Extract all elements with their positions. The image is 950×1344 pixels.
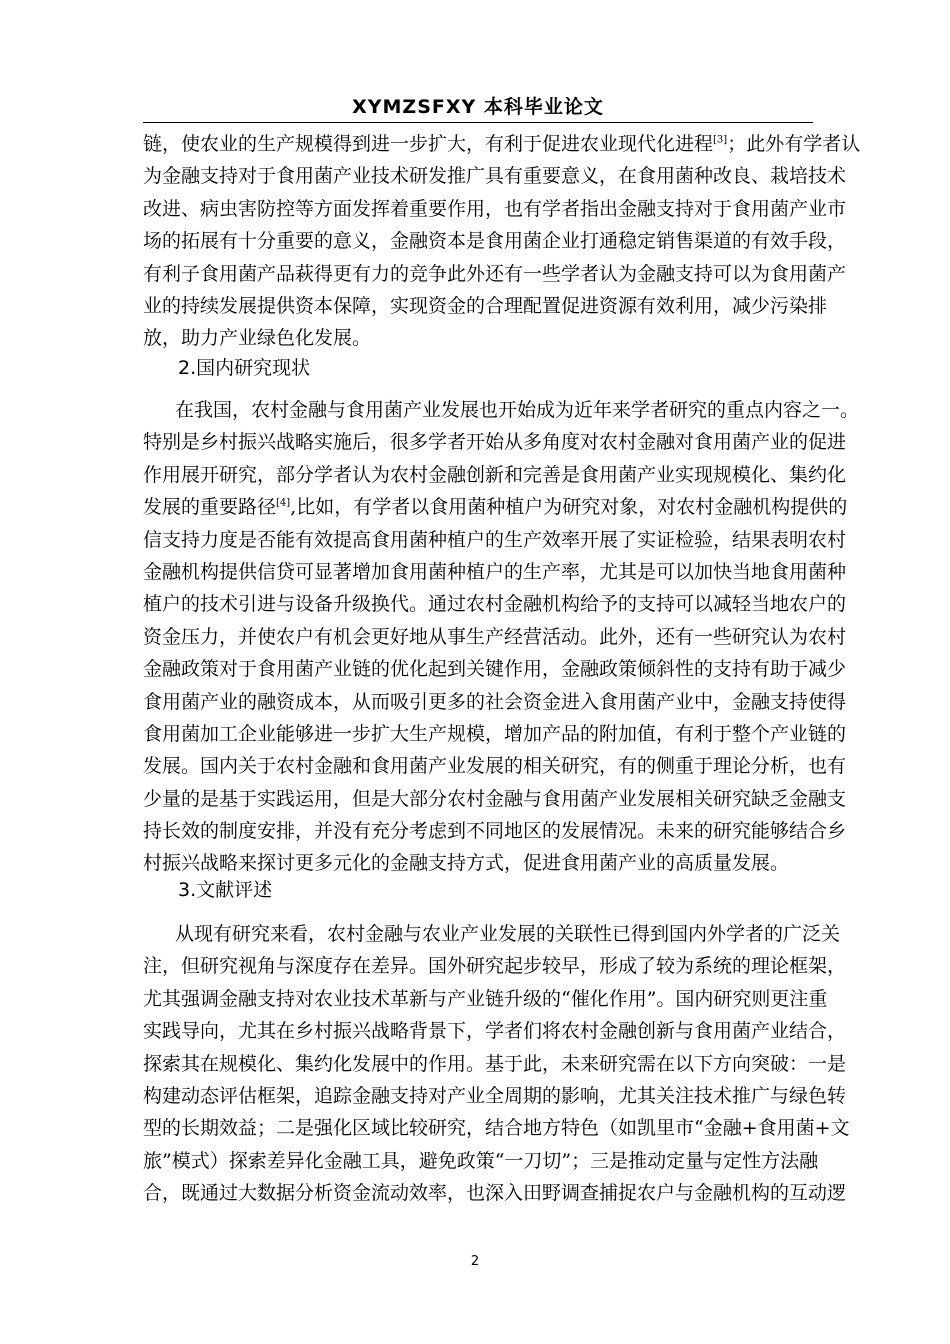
text-line: 场的拓展有十分重要的意义，金融资本是食用菌企业打通稳定销售渠道的有效手段，	[143, 230, 847, 253]
text-line: 构建动态评估框架，追踪金融支持对产业全周期的影响，尤其关注技术推广与绿色转	[143, 1084, 847, 1107]
text-line: 食用菌产业的融资成本，从而吸引更多的社会资金进入食用菌产业中，金融支持使得	[143, 690, 847, 713]
text-line: 业的持续发展提供资本保障，实现资金的合理配置促进资源有效利用，减少污染排	[143, 294, 828, 317]
text-line: 植户的技术引进与设备升级换代。通过农村金融机构给予的支持可以减轻当地农户的	[143, 593, 847, 616]
text-line: 发展的重要路径[4],比如，有学者以食用菌种植户为研究对象，对农村金融机构提供的	[143, 496, 848, 519]
header-divider	[143, 122, 813, 123]
text-line: 少量的是基于实践运用，但是大部分农村金融与食用菌产业发展相关研究缺乏金融支	[143, 787, 847, 810]
text-line: 资金压力，并使农户有机会更好地从事生产经营活动。此外，还有一些研究认为农村	[143, 625, 847, 648]
text-line: 发展。国内关于农村金融和食用菌产业发展的相关研究，有的侧重于理论分析，也有	[143, 755, 847, 778]
text-line: 作用展开研究，部分学者认为农村金融创新和完善是食用菌产业实现规模化、集约化	[143, 463, 847, 486]
text-line: 实践导向，尤其在乡村振兴战略背景下，学者们将农村金融创新与食用菌产业结合，	[143, 1020, 847, 1043]
text-line: 改进、病虫害防控等方面发挥着重要作用，也有学者指出金融支持对于食用菌产业市	[143, 197, 847, 220]
paragraph-literature-review	[143, 918, 850, 1210]
page-number: 2	[470, 1254, 480, 1269]
text-line: 型的长期效益；二是强化区域比较研究，结合地方特色（如凯里市“金融+食用菌+文	[143, 1117, 850, 1140]
text-line: 金融政策对于食用菌产业链的优化起到关键作用，金融政策倾斜性的支持有助于减少	[143, 658, 847, 681]
paragraph-domestic-research	[143, 394, 860, 880]
citation: [3]	[713, 134, 728, 146]
text-line: 特别是乡村振兴战略实施后，很多学者开始从多角度对农村金融对食用菌产业的促进	[143, 431, 847, 454]
text-line: 在我国，农村金融与食用菌产业发展也开始成为近年来学者研究的重点内容之一。	[175, 399, 860, 421]
text-line: 尤其强调金融支持对农业技术革新与产业链升级的“催化作用”。国内研究则更注重	[143, 987, 828, 1010]
text-line: 信支持力度是否能有效提高食用菌种植户的生产效率开展了实证检验，结果表明农村	[143, 528, 847, 551]
text-line: 从现有研究来看，农村金融与农业产业发展的关联性已得到国内外学者的广泛关	[175, 923, 841, 945]
text-line: 金融机构提供信贷可显著增加食用菌种植户的生产率，尤其是可以加快当地食用菌种	[143, 560, 847, 583]
text-line: 村振兴战略来探讨更多元化的金融支持方式，促进食用菌产业的高质量发展。	[143, 852, 790, 875]
text-line: 合，既通过大数据分析资金流动效率，也深入田野调查捕捉农户与金融机构的互动逻	[143, 1182, 847, 1205]
text-line: 链，使农业的生产规模得到进一步扩大，有利于促进农业现代化进程[3]；此外有学者认	[143, 133, 861, 155]
section-heading-literature-review: 3.文献评述	[178, 879, 273, 901]
text-line: 旅”模式）探索差异化金融工具，避免政策“一刀切”；三是推动定量与定性方法融	[143, 1149, 819, 1172]
section-heading-domestic-research: 2.国内研究现状	[178, 357, 311, 379]
text-line: 有利子食用菌产品萩得更有力的竞争此外还有一些学者认为金融支持可以为食用菌产	[143, 262, 847, 285]
paragraph-foreign-research-cont	[143, 128, 861, 355]
text-line: 持长效的制度安排，并没有充分考虑到不同地区的发展情况。未来的研究能够结合乡	[143, 820, 847, 843]
text-line: 探索其在规模化、集约化发展中的作用。基于此，未来研究需在以下方向突破：一是	[143, 1052, 847, 1075]
text-line: 注，但研究视角与深度存在差异。国外研究起步较早，形成了较为系统的理论框架，	[143, 955, 847, 978]
citation: [4]	[276, 497, 291, 509]
text-line: 食用菌加工企业能够进一步扩大生产规模，增加产品的附加值，有利于整个产业链的	[143, 722, 847, 745]
running-header: XYMZSFXY 本科毕业论文	[352, 96, 604, 118]
text-line: 放，助力产业绿色化发展。	[143, 327, 372, 350]
text-line: 为金融支持对于食用菌产业技术研发推广具有重要意义，在食用菌种改良、栽培技术	[143, 165, 847, 188]
